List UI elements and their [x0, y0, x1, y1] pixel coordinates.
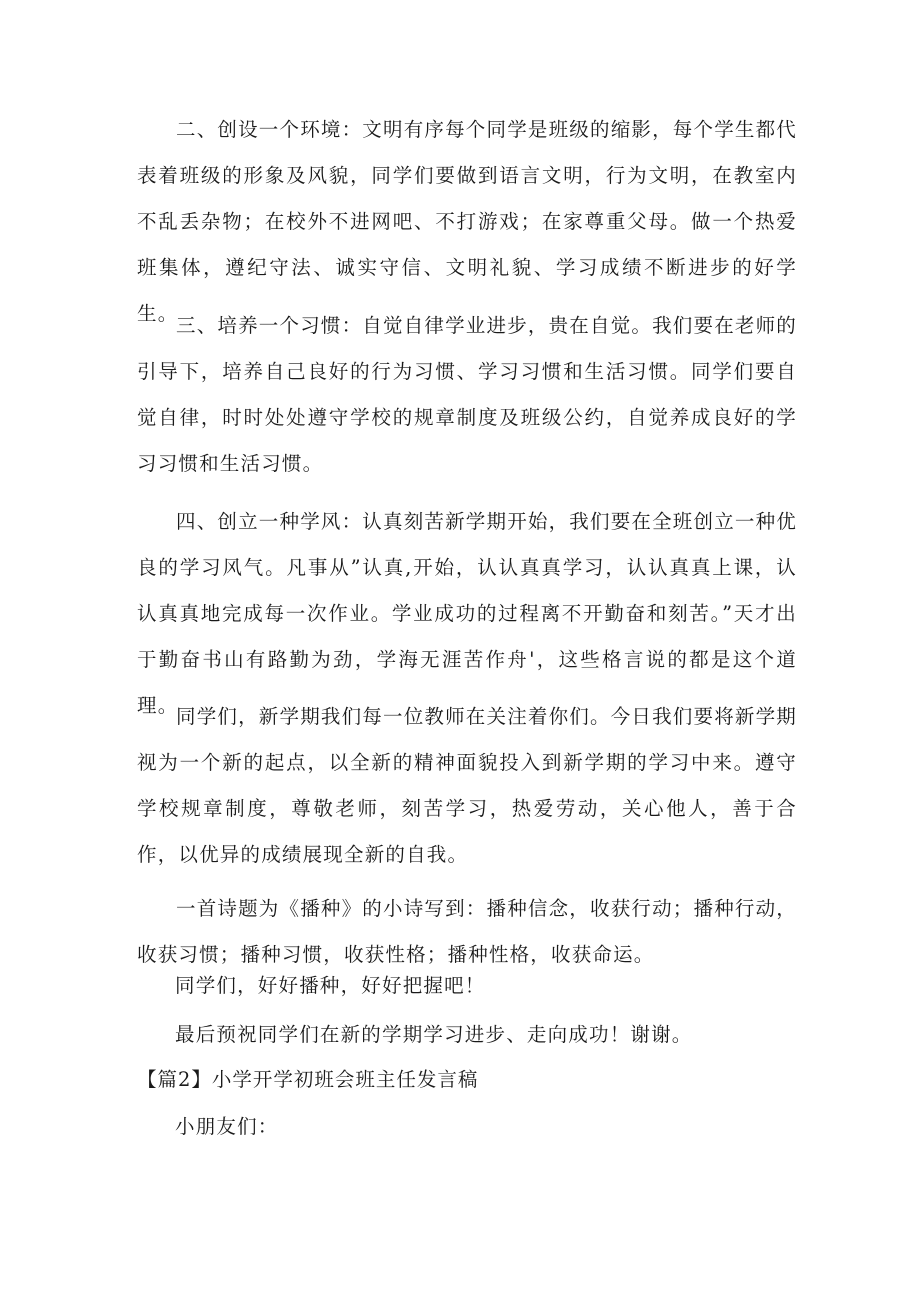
paragraph-new-semester: 同学们，新学期我们每一位教师在关注着你们。今日我们要将新学期视为一个新的起点，以全新的精神面貌投入到新学期的学习中来。遵守学校规章制度，尊敬老师，刻苦学习，热爱劳动，关心他人，善于合作，以优异的成绩展现全新的自我。	[137, 705, 798, 866]
greeting-line: 小朋友们：	[175, 1115, 279, 1138]
paragraph-environment: 二、创设一个环境：文明有序每个同学是班级的缩影，每个学生都代表着班级的形象及风貌，同学们要做到语言文明，行为文明，在教室内不乱丢杂物；在校外不进网吧、不打游戏；在家尊重父母。做一个热爱班集体，遵纪守法、诚实守信、文明礼貌、学习成绩不断进步的好学生。	[137, 118, 798, 325]
paragraph-habit: 三、培养一个习惯：自觉自律学业进步，贵在自觉。我们要在老师的引导下，培养自己良好的行为习惯、学习习惯和生活习惯。同学们要自觉自律，时时处处遵守学校的规章制度及班级公约，自觉养成良好的学习习惯和生活习惯。	[137, 314, 798, 475]
section-heading: 【篇2】小学开学初班会班主任发言稿	[137, 1068, 479, 1091]
line-sow-well: 同学们，好好播种，好好把握吧！	[175, 974, 486, 997]
paragraph-poem: 一首诗题为《播种》的小诗写到：播种信念，收获行动；播种行动，收获习惯；播种习惯，收获性格；播种性格，收获命运。	[137, 897, 798, 966]
line-closing-wish: 最后预祝同学们在新的学期学习进步、走向成功！谢谢。	[175, 1023, 693, 1046]
paragraph-study-style: 四、创立一种学风：认真刻苦新学期开始，我们要在全班创立一种优良的学习风气。凡事从”认真,开始，认认真真学习，认认真真上课，认认真真地完成每一次作业。学业成功的过程离不开勤奋和刻苦。”天才出于勤奋书山有路勤为劲，学海无涯苦作舟'，这些格言说的都是这个道理。	[137, 510, 798, 717]
